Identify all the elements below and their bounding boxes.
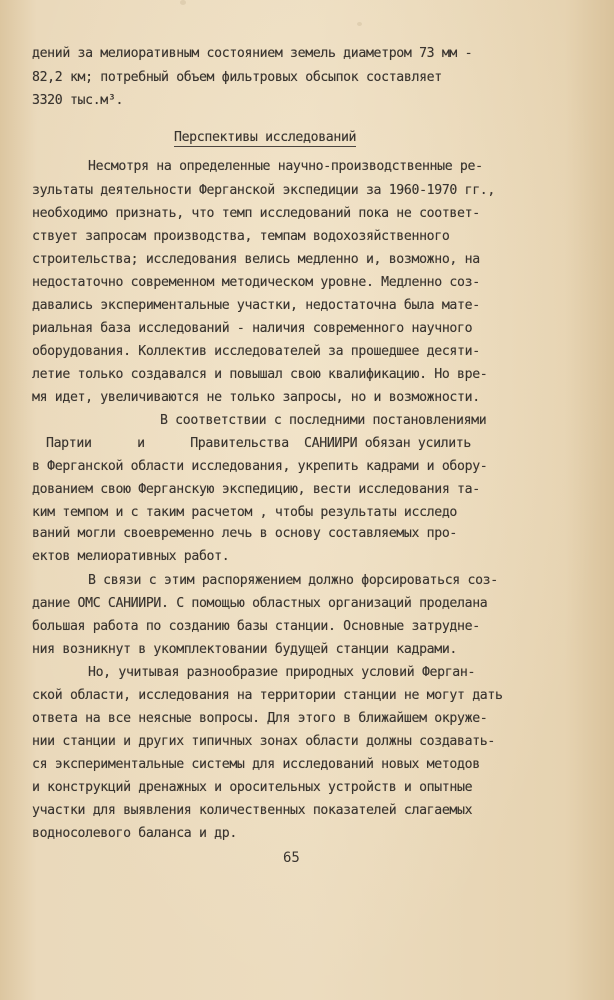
- text-line: ектов мелиоративных работ.: [32, 549, 230, 564]
- paper-stain: [357, 22, 362, 26]
- text-line: дованием свою Ферганскую экспедицию, вести исследования та-: [32, 482, 480, 497]
- page-number: 65: [283, 850, 300, 866]
- text-line: ваний могли своевременно лечь в основу составляемых про-: [32, 526, 458, 541]
- text-line: нии станции и других типичных зонах области должны создавать-: [32, 734, 495, 749]
- text-line: водносолевого баланса и др.: [32, 826, 237, 841]
- text-line: Партии и Правительства САНИИРИ обязан усилить: [46, 436, 472, 451]
- section-heading: Перспективы исследований: [174, 130, 357, 145]
- text-line: участки для выявления количественных показателей слагаемых: [32, 803, 473, 818]
- text-line: строительства; исследования велись медленно и, возможно, на: [32, 252, 480, 267]
- text-line: ким темпом и с таким расчетом , чтобы результаты исследо: [32, 505, 458, 520]
- text-line: летие только создавался и повышал свою квалификацию. Но вре-: [32, 367, 488, 382]
- text-line: Несмотря на определенные научно-производственные ре-: [88, 159, 483, 174]
- text-line: ся экспериментальные системы для исследований новых методов: [32, 757, 480, 772]
- text-line: риальная база исследований - наличия современного научного: [32, 321, 473, 336]
- text-line: давались экспериментальные участки, недостаточна была мате-: [32, 298, 480, 313]
- text-line: ответа на все неясные вопросы. Для этого в ближайшем окруже-: [32, 711, 488, 726]
- text-line: Но, учитывая разнообразие природных условий Ферган-: [88, 665, 476, 680]
- text-line: мя идет, увеличиваются не только запросы, но и возможности.: [32, 390, 480, 405]
- text-line: ствует запросам производства, темпам водохозяйственного: [32, 229, 450, 244]
- paper-stain: [180, 0, 186, 5]
- text-line: В связи с этим распоряжением должно форсироваться соз-: [88, 573, 498, 588]
- text-line: необходимо признать, что темп исследований пока не соответ-: [32, 206, 480, 221]
- text-line: ния возникнут в укомплектовании будущей станции кадрами.: [32, 642, 458, 657]
- text-line: дание ОМС САНИИРИ. С помощью областных организаций проделана: [32, 596, 488, 611]
- text-line: 82,2 км; потребный объем фильтровых обсыпок составляет: [32, 70, 442, 85]
- text-line: ской области, исследования на территории станции не могут дать: [32, 688, 503, 703]
- text-line: большая работа по созданию базы станции. Основные затрудне-: [32, 619, 480, 634]
- text-line: дений за мелиоративным состоянием земель диаметром 73 мм -: [32, 46, 473, 61]
- text-line: В соответствии с последними постановлениями: [160, 413, 487, 428]
- text-line: в Ферганской области исследования, укрепить кадрами и обору-: [32, 459, 488, 474]
- text-line: недостаточно современном методическом уровне. Медленно соз-: [32, 275, 480, 290]
- text-line: оборудования. Коллектив исследователей за прошедшее десяти-: [32, 344, 480, 359]
- text-line: и конструкций дренажных и оросительных устройств и опытные: [32, 780, 473, 795]
- text-line: зультаты деятельности Ферганской экспедиции за 1960-1970 гг.,: [32, 183, 495, 198]
- text-line: 3320 тыс.м³.: [32, 93, 124, 108]
